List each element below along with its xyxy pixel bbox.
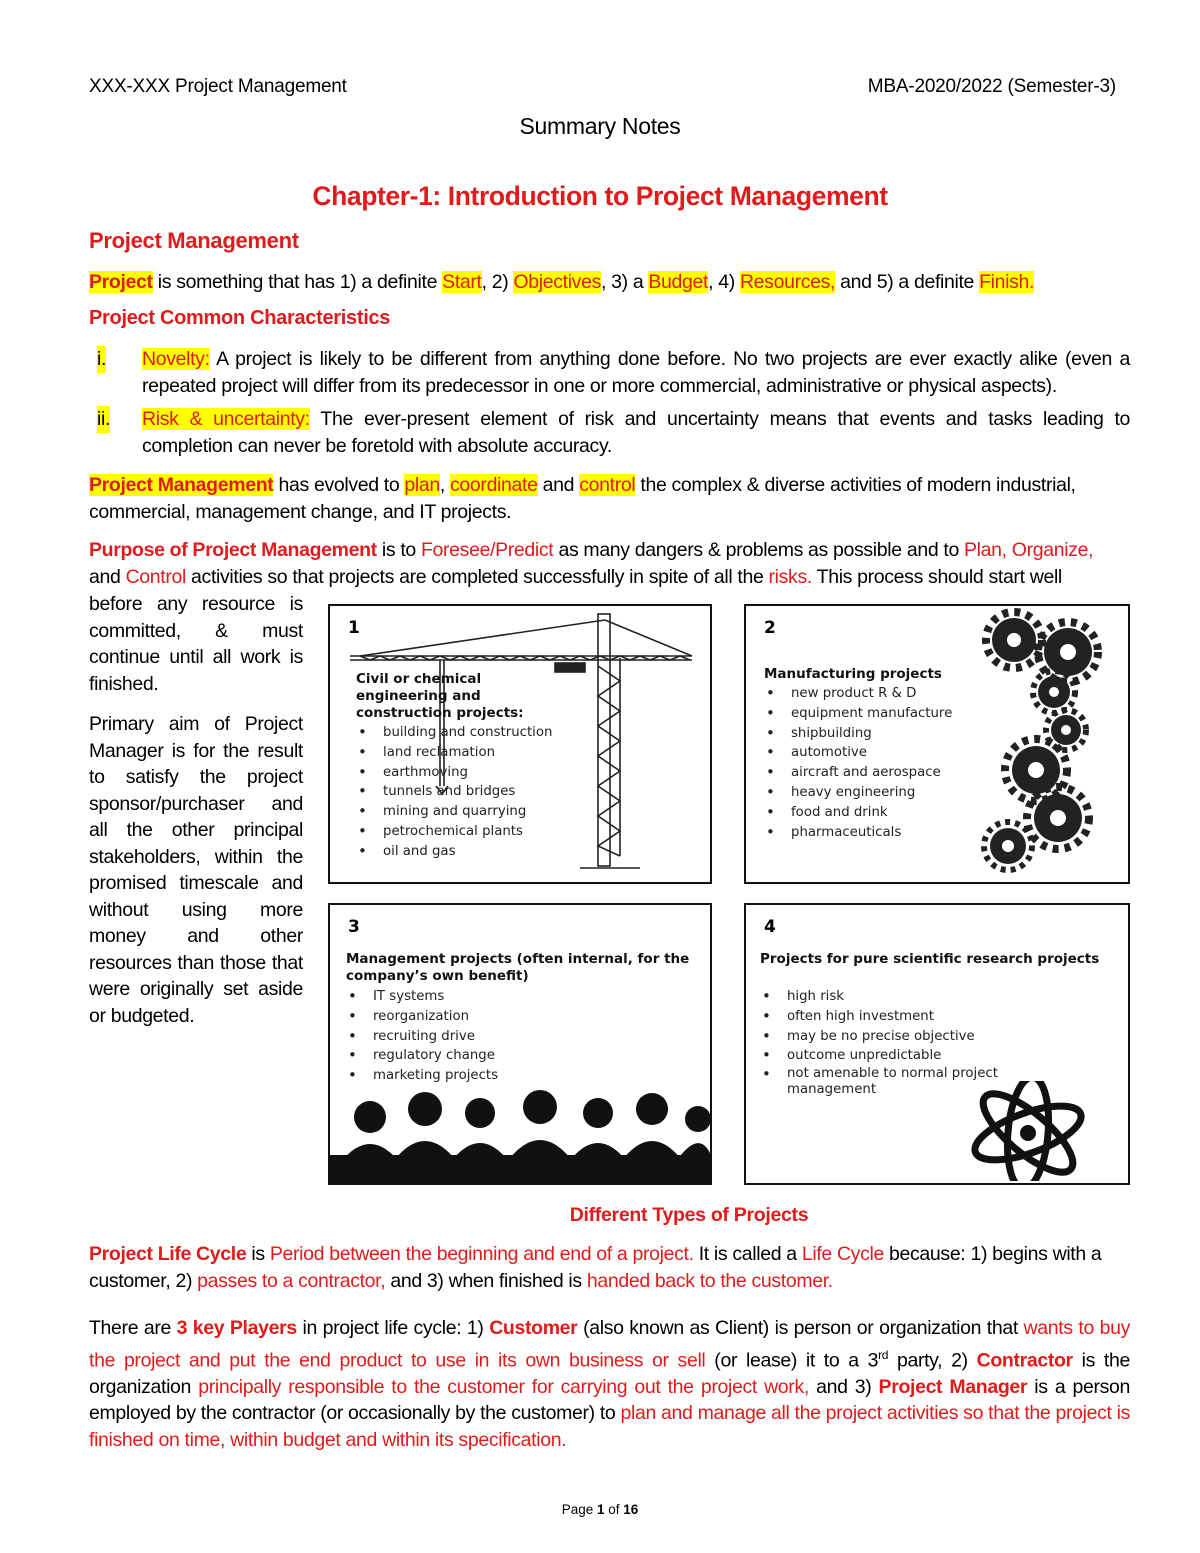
list-item: • earthmoving [356,763,616,783]
life-cycle-paragraph: Project Life Cycle is Period between the beginning and end of a project. It is called a Life Cycle because: 1) begins with a customer, 2) passes to a contractor, and 3) when finished is handed back to the customer. [89,1243,1102,1292]
characteristics-list [89,346,1130,459]
list-item: • shipbuilding [764,724,1014,744]
purpose-line-2: and Control activities so that projects are completed successfully in spite of all the risks. This process should start well [89,566,1062,588]
section-title: Project Management [89,228,299,253]
header-right: MBA-2020/2022 (Semester-3) [867,76,1116,97]
list-item: • recruiting drive [346,1027,646,1047]
list-item: • often high investment [760,1007,1060,1027]
project-term: Project [89,271,153,293]
list-item: ii. Risk & uncertainty: The ever-present element of risk and uncertainty means that events and tasks leading to completion can never be foretold with absolute accuracy. [97,408,1131,457]
characteristics-heading: Project Common Characteristics [89,307,391,329]
list-item: • pharmaceuticals [764,823,1014,843]
list-item: • outcome unpredictable [760,1046,1060,1066]
project-definition: Project is something that has 1) a definite Start, 2) Objectives, 3) a Budget, 4) Resources, and 5) a definite Finish. [89,271,1035,293]
atom-icon [958,1081,1098,1181]
page-footer: Page 1 of 16 [561,1502,639,1517]
list-item: • food and drink [764,803,1014,823]
panel-3-list [346,987,646,1086]
panel-civil-projects: 1 Civil or chemical engineering and construction projects: • building and construction • land reclamation • earthmoving • tunnels and bridges • mining and quarrying • petrochemical plants • oil and gas [328,604,712,884]
novelty-term: Novelty: [142,348,210,370]
list-item: • reorganization [346,1007,646,1027]
list-item: • equipment manufacture [764,704,1014,724]
figure-caption: Different Types of Projects [569,1204,809,1226]
panel-4-title: Projects for pure scientific research projects [760,951,1100,967]
list-item: • automotive [764,743,1014,763]
list-item: • may be no precise objective [760,1027,1060,1047]
list-item: • high risk [760,987,1060,1007]
chapter-title: Chapter-1: Introduction to Project Management [312,181,888,211]
doc-title: Summary Notes [519,113,681,139]
panel-management-projects: 3 Management projects (often internal, for the company’s own benefit) • IT systems • reorganization • recruiting drive • regulatory change • marketing projects [328,903,712,1185]
panel-3-title: Management projects (often internal, for the company’s own benefit) [346,951,690,984]
list-item: • regulatory change [346,1046,646,1066]
pm-term: Project Management [89,474,274,496]
list-item: • marketing projects [346,1066,646,1086]
panel-manufacturing-projects: 2 Manufacturing projects • new product R & D • equipment manufacture • shipbuilding • automotive • aircraft and aerospace • heavy engineering • food and drink • pharmaceuticals [744,604,1130,884]
panel-1-list [356,723,616,862]
panel-2-list [764,684,1014,842]
list-item: • new product R & D [764,684,1014,704]
budget-keyword: Budget [648,271,709,293]
purpose-paragraph: Purpose of Project Management is to Foresee/Predict as many dangers & problems as possible and to Plan, Organize, [89,539,1094,561]
list-item: • land reclamation [356,743,616,763]
resources-keyword: Resources, [739,271,836,293]
list-item: i. Novelty: A project is likely to be different from anything done before. No two projects are ever exactly alike (even a repeated project will differ from its predecessor in one or more commercial, administrative or physical aspects). [97,348,1130,397]
key-players-paragraph: There are 3 key Players in project life cycle: 1) Customer (also known as Client) is person or organization that wants to buy the project and put the end product to use in its own business or sell (or lease) it to a 3rd party, 2) Contractor is the organization principally responsible to the customer for carrying out the project work, and 3) Project Manager is a person employed by the contractor (or occasionally by the customer) to plan and manage all the project activities so that the project is finished on time, within budget and within its specification. [89,1317,1131,1451]
list-item: • IT systems [346,987,646,1007]
panel-1-title: Civil or chemical engineering and construction projects: [356,671,524,721]
list-item: • aircraft and aerospace [764,763,1014,783]
list-item: • mining and quarrying [356,802,616,822]
list-item: • tunnels and bridges [356,782,616,802]
purpose-continuation: before any resource is committed, & must continue until all work is finished. [89,593,303,695]
finish-keyword: Finish. [979,271,1035,293]
primary-aim-paragraph: Primary aim of Project Manager is for the result to satisfy the project sponsor/purchaser and all the other principal stakeholders, within the promised timescale and without using more money and other resources than those that were originally set aside or budgeted. [89,713,303,1027]
start-keyword: Start [442,271,482,293]
objectives-keyword: Objectives [513,271,601,293]
list-item: • petrochemical plants [356,822,616,842]
panel-research-projects: 4 Projects for pure scientific research projects • high risk • often high investment • may be no precise objective • outcome unpredictable • not amenable to normal project management [744,903,1130,1185]
list-item: • oil and gas [356,842,616,862]
list-item: • not amenable to normal project management [760,1066,1060,1098]
pm-evolved-paragraph: Project Management has evolved to plan, coordinate and control the complex & diverse activities of modern industrial, commercial, management change, and IT projects. [89,474,1076,523]
meeting-silhouette-image [330,1083,710,1183]
header-left: XXX-XXX Project Management [89,76,347,97]
panel-2-title: Manufacturing projects [764,666,942,682]
risk-term: Risk & uncertainty: [142,408,310,430]
list-item: • heavy engineering [764,783,1014,803]
list-item: • building and construction [356,723,616,743]
